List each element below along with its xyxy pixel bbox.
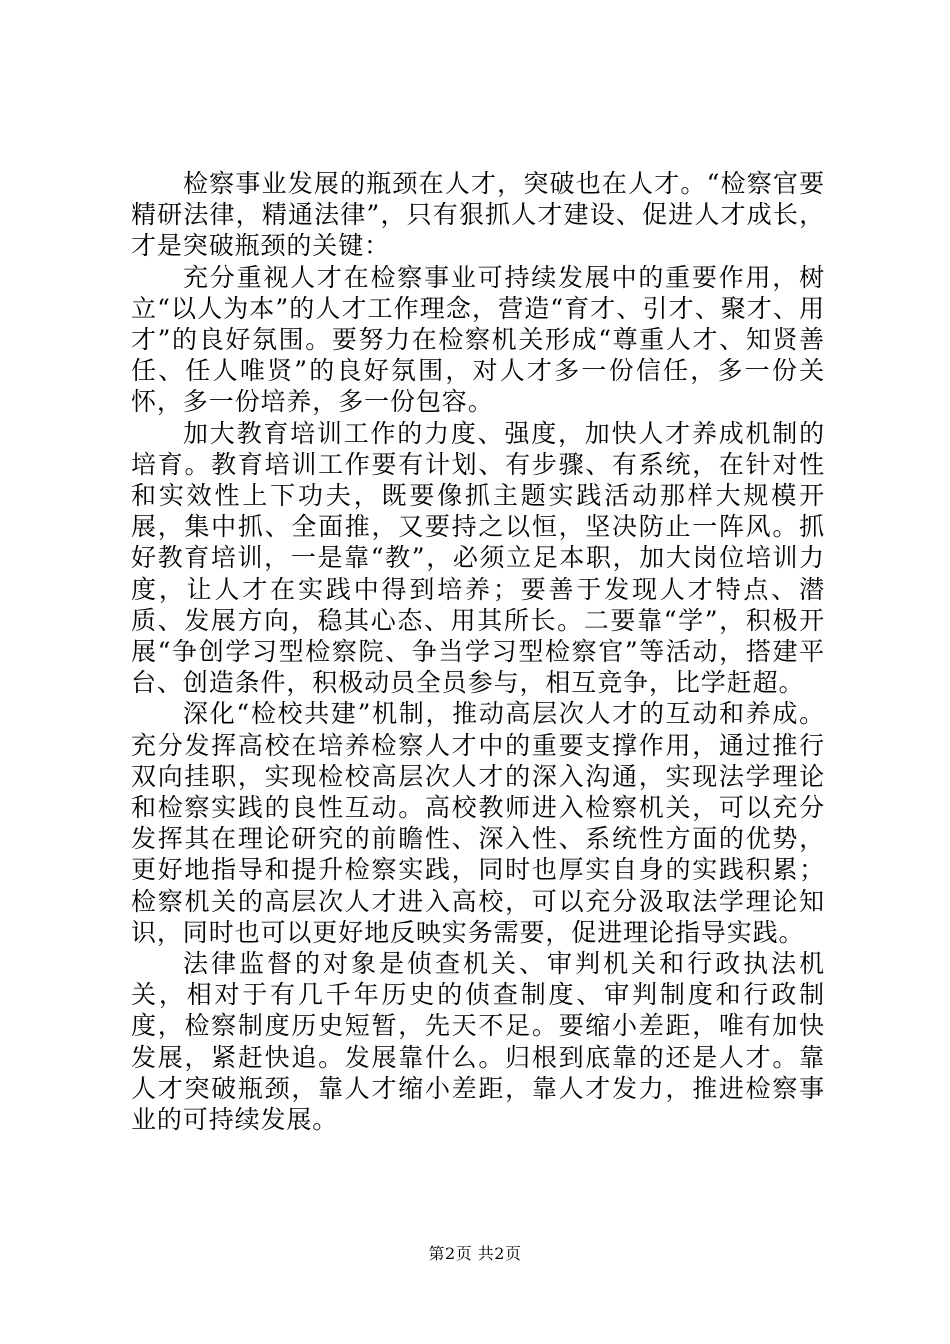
paragraph-1: 检察事业发展的瓶颈在人才，突破也在人才。“检察官要精研法律，精通法律”，只有狠抓人才建设、促进人才成长，才是突破瓶颈的关键： bbox=[131, 169, 825, 261]
paragraph-5: 法律监督的对象是侦查机关、审判机关和行政执法机关，相对于有几千年历史的侦查制度、审判制度和行政制度，检察制度历史短暂，先天不足。要缩小差距，唯有加快发展，紧赶快追。发展靠什么。归根到底靠的还是人才。靠人才突破瓶颈，靠人才缩小差距，靠人才发力，推进检察事业的可持续发展。 bbox=[131, 949, 825, 1135]
paragraph-4: 深化“检校共建”机制，推动高层次人才的互动和养成。充分发挥高校在培养检察人才中的重要支撑作用，通过推行双向挂职，实现检校高层次人才的深入沟通，实现法学理论和检察实践的良性互动。高校教师进入检察机关，可以充分发挥其在理论研究的前瞻性、深入性、系统性方面的优势，更好地指导和提升检察实践，同时也厚实自身的实践积累；检察机关的高层次人才进入高校，可以充分汲取法学理论知识，同时也可以更好地反映实务需要，促进理论指导实践。 bbox=[131, 699, 825, 947]
paragraph-2: 充分重视人才在检察事业可持续发展中的重要作用，树立“以人为本”的人才工作理念，营造“育才、引才、聚才、用才”的良好氛围。要努力在检察机关形成“尊重人才、知贤善任、任人唯贤”的良好氛围，对人才多一份信任，多一份关怀，多一份培养，多一份包容。 bbox=[131, 262, 825, 417]
document-body bbox=[131, 168, 825, 1135]
paragraph-3: 加大教育培训工作的力度、强度，加快人才养成机制的培育。教育培训工作要有计划、有步骤、有系统，在针对性和实效性上下功夫，既要像抓主题实践活动那样大规模开展，集中抓、全面推，又要持之以恒，坚决防止一阵风。抓好教育培训，一是靠“教”，必须立足本职，加大岗位培训力度，让人才在实践中得到培养；要善于发现人才特点、潜质、发展方向，稳其心态、用其所长。二要靠“学”，积极开展“争创学习型检察院、争当学习型检察官”等活动，搭建平台、创造条件，积极动员全员参与，相互竞争，比学赶超。 bbox=[131, 418, 825, 698]
page-number-footer: 第2页 共2页 bbox=[428, 1244, 522, 1263]
